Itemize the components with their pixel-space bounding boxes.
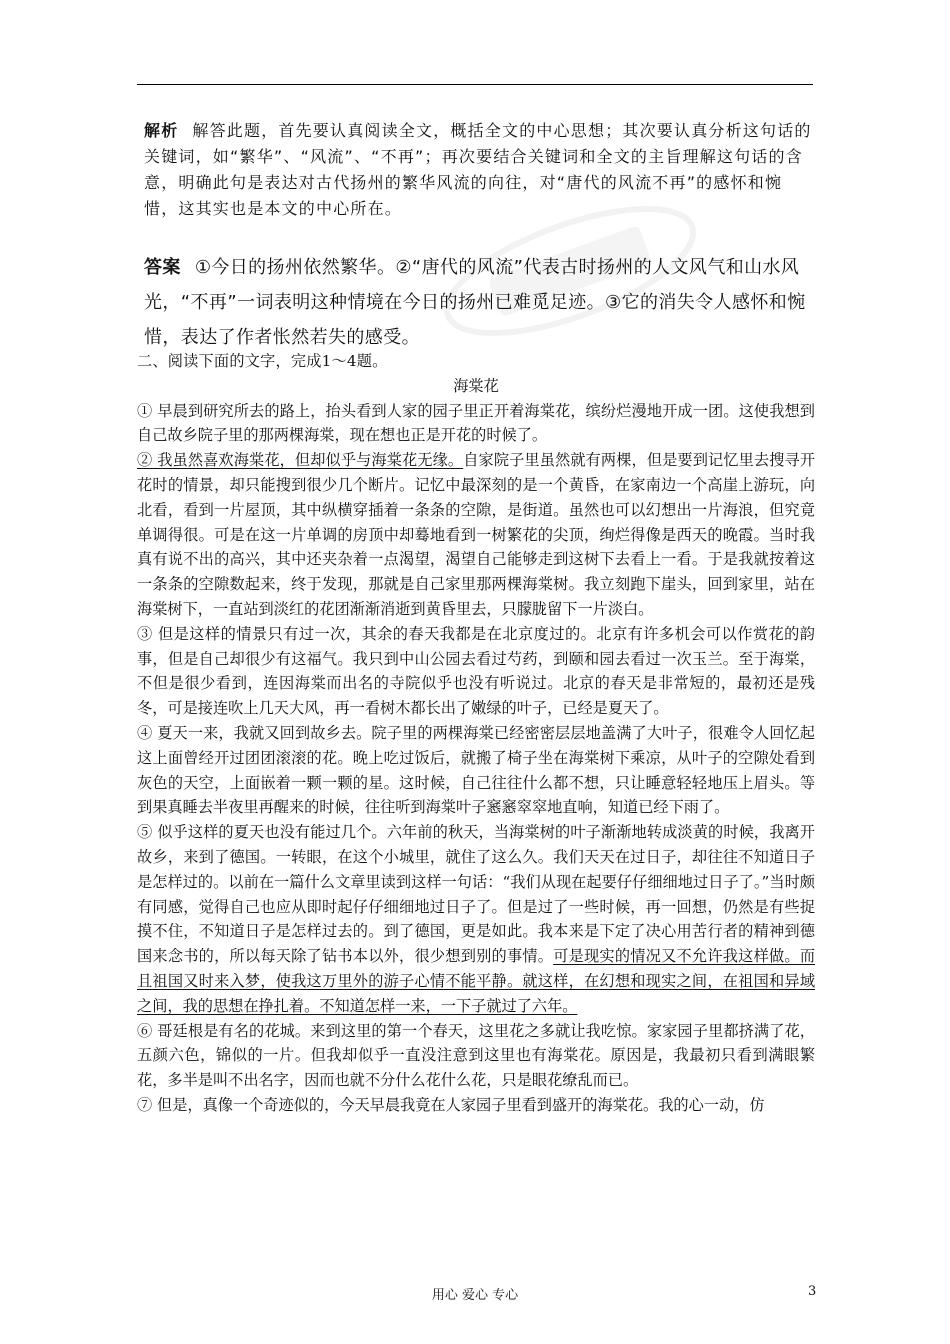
- section-heading: 二、阅读下面的文字，完成1～4题。: [137, 352, 388, 370]
- answer-text: ①今日的扬州依然繁华。②“唐代的风流”代表古时扬州的人文风气和山水风光，“不再”一词表明这种情境在今日的扬州已难觅足迹。③它的消失令人感怀和惋惜，表达了作者怅然若失的感受。: [144, 257, 806, 348]
- analysis-label: 解析: [144, 121, 179, 140]
- paragraph-2-rest: 自家院子里虽然就有两棵，但是要到记忆里去搜寻开花时的情景，却只能搜到很少几个断片。记忆中最深刻的是一个黄昏，在家南边一个高崖上游玩，向北看，看到一片屋顶，其中纵横穿插着一条条的空隙，是街道。虽然也可以幻想出一片海浪，但究竟单调得很。可是在这一片单调的房顶中却蓦地看到一树繁花的尖顶，绚烂得像是西天的晚霞。当时我真有说不出的高兴，其中还夹杂着一点渴望，渴望自己能够走到这树下去看上一看。于是我就按着这一条条的空隙数起来，终于发现，那就是自己家里那两棵海棠树。我立刻跑下崖头，回到家里，站在海棠树下，一直站到淡红的花团渐渐消逝到黄昏里去，只朦胧留下一片淡白。: [137, 451, 816, 618]
- paragraph-4: ④ 夏天一来，我就又回到故乡去。院子里的两棵海棠已经密密层层地盖满了大叶子，很难令人回忆起这上面曾经开过团团滚滚的花。晚上吃过饭后，就搬了椅子坐在海棠树下乘凉，从叶子的空隙处看到灰色的天空，上面嵌着一颗一颗的星。这时候，自己往往什么都不想，只让睡意轻轻地压上眉头。等到果真睡去半夜里再醒来的时候，往往听到海棠叶子窸窸窣窣地直响，知道已经下雨了。: [137, 723, 815, 817]
- analysis-block: [144, 118, 816, 222]
- page-number: 3: [808, 1284, 817, 1299]
- paragraph-7: ⑦ 但是，真像一个奇迹似的，今天早晨我竟在人家园子里看到盛开的海棠花。我的心一动，仿: [137, 1095, 765, 1114]
- footer-slogan: 用心 爱心 专心: [431, 1288, 519, 1303]
- answer-block: [144, 250, 816, 355]
- paragraph-1: ① 早晨到研究所去的路上，抬头看到人家的园子里正开着海棠花，缤纷烂漫地开成一团。这使我想到自己故乡院子里的那两棵海棠，现在想也正是开花的时候了。: [137, 401, 815, 445]
- paragraph-2: [137, 448, 815, 622]
- paragraph-6: ⑥ 哥廷根是有名的花城。来到这里的第一个春天，这里花之多就让我吃惊。家家园子里都挤满了花，五颜六色，锦似的一片。但我却似乎一直没注意到这里也有海棠花。原因是，我最初只看到满眼繁花，多半是叫不出名字，因而也就不分什么花什么花，只是眼花缭乱而已。: [137, 1021, 815, 1090]
- paragraph-5: [137, 820, 815, 1018]
- reading-section: [137, 349, 815, 1118]
- paragraph-5-underlined: 可是现实的情况又不允许我这样做。而且祖国又时来入梦，使我这万里外的游子心情不能平静。就这样，在幻想和现实之间，在祖国和异域之间，我的思想在挣扎着。不知道怎样一来，一下子就过了六年。: [137, 947, 816, 1015]
- answer-label: 答案: [144, 257, 181, 278]
- paragraph-2-underlined: ② 我虽然喜欢海棠花，但却似乎与海棠花无缘。: [137, 451, 464, 470]
- analysis-text: 解答此题，首先要认真阅读全文，概括全文的中心思想；其次要认真分析这句话的关键词，如“繁华”、“风流”、“不再”；再次要结合关键词和全文的主旨理解这句话的含意，明确此句是表达对古代扬州的繁华风流的向往，对“唐代的风流不再”的感怀和惋惜，这其实也是本文的中心所在。: [144, 121, 812, 218]
- page-footer: [0, 1284, 950, 1304]
- paragraph-3: ③ 但是这样的情景只有过一次，其余的春天我都是在北京度过的。北京有许多机会可以作赏花的韵事，但是自己却很少有这福气。我只到中山公园去看过芍药，到颐和园去看过一次玉兰。至于海棠，不但是很少看到，连因海棠而出名的寺院似乎也没有听说过。北京的春天是非常短的，最初还是残冬，可是接连吹上几天大风，再一看树木都长出了嫩绿的叶子，已经是夏天了。: [137, 624, 815, 718]
- paragraph-5-text: ⑤ 似乎这样的夏天也没有能过几个。六年前的秋天，当海棠树的叶子渐渐地转成淡黄的时候，我离开故乡，来到了德国。一转眼，在这个小城里，就住了这么久。我们天天在过日子，却往往不知道日子是怎样过的。以前在一篇什么文章里读到这样一句话：“我们从现在起要仔仔细细地过日子了。”当时颇有同感，觉得自己也应从即时起仔仔细细地过日子了。但是过了一些时候，再一回想，仍然是有些捉摸不住，不知道日子是怎样过去的。到了德国，更是如此。我本来是下定了决心用苦行者的精神到德国来念书的，所以每天除了钻书本以外，很少想到别的事情。: [137, 823, 815, 966]
- header-rule: [137, 84, 813, 85]
- essay-title: 海棠花: [453, 376, 499, 395]
